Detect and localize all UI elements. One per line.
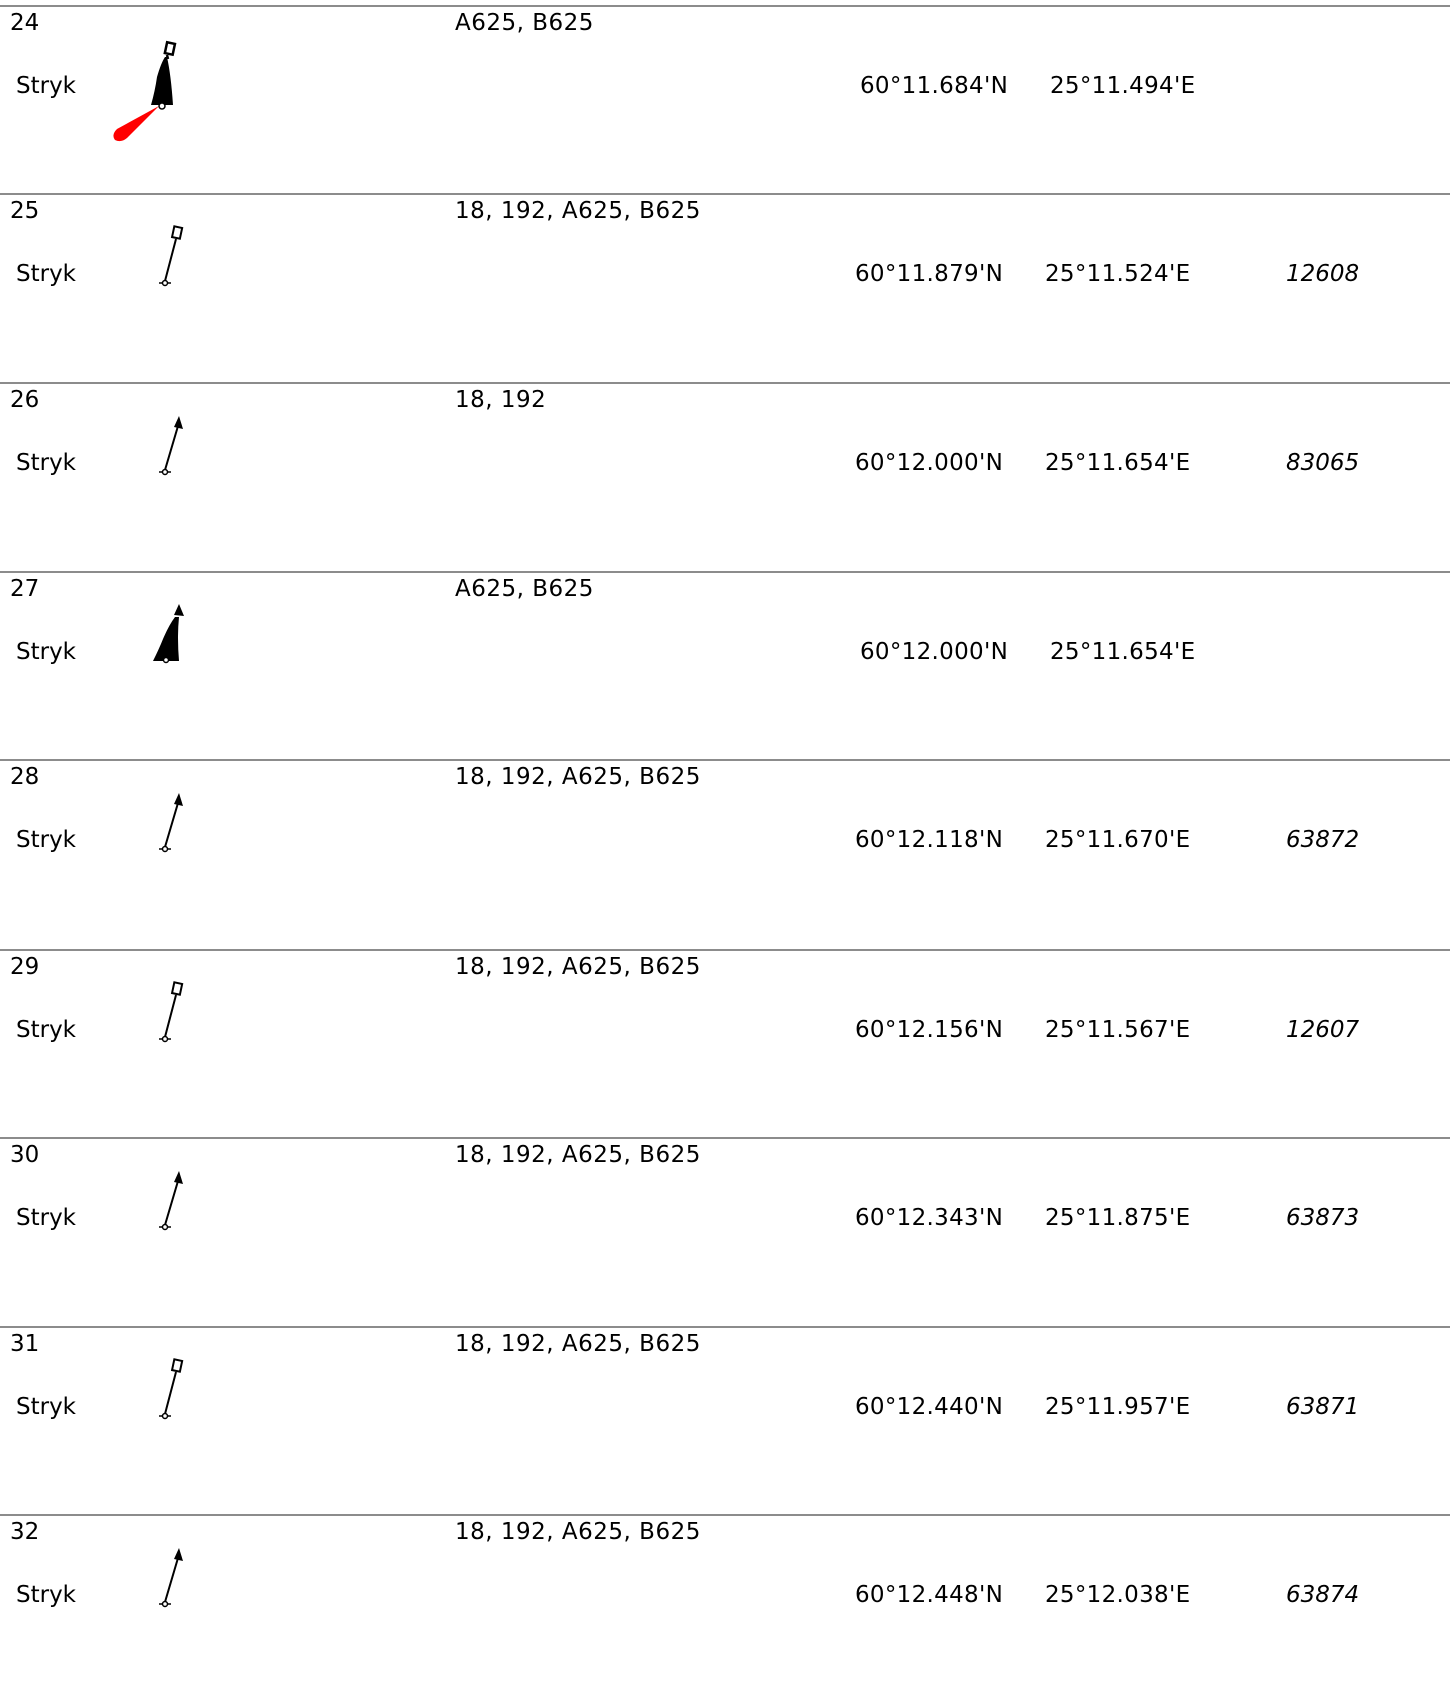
spar-arrow-icon xyxy=(95,412,205,522)
list-item xyxy=(0,1137,1450,1326)
entry-references: A625, B625 xyxy=(455,10,594,36)
entry-references: 18, 192 xyxy=(455,387,547,413)
entry-references: 18, 192, A625, B625 xyxy=(455,1331,701,1357)
entry-id: 12608 xyxy=(1286,261,1360,287)
entry-id: 63874 xyxy=(1286,1582,1360,1608)
entry-id: 63871 xyxy=(1286,1394,1360,1420)
entry-name: Stryk xyxy=(16,639,77,665)
entry-number: 24 xyxy=(10,10,40,36)
list-item xyxy=(0,1326,1450,1515)
list-item xyxy=(0,1514,1450,1703)
entry-latitude: 60°12.000'N xyxy=(860,639,1009,665)
list-item xyxy=(0,571,1450,760)
entry-longitude: 25°11.670'E xyxy=(1045,827,1191,853)
list-item xyxy=(0,949,1450,1138)
spar-arrow-icon xyxy=(95,789,205,899)
entry-name: Stryk xyxy=(16,450,77,476)
entry-longitude: 25°11.524'E xyxy=(1045,261,1191,287)
entry-number: 25 xyxy=(10,198,40,224)
entry-latitude: 60°12.440'N xyxy=(855,1394,1004,1420)
entry-latitude: 60°12.156'N xyxy=(855,1017,1004,1043)
entry-latitude: 60°12.448'N xyxy=(855,1582,1004,1608)
entry-latitude: 60°11.684'N xyxy=(860,73,1009,99)
entry-number: 30 xyxy=(10,1142,40,1168)
entry-references: 18, 192, A625, B625 xyxy=(455,1142,701,1168)
entry-latitude: 60°12.000'N xyxy=(855,450,1004,476)
entry-number: 29 xyxy=(10,954,40,980)
entry-name: Stryk xyxy=(16,73,77,99)
list-item xyxy=(0,382,1450,571)
buoy-arrow-filled-icon xyxy=(95,601,205,711)
list-item xyxy=(0,5,1450,194)
spar-topmark-icon xyxy=(95,979,205,1089)
entry-name: Stryk xyxy=(16,1205,77,1231)
entry-references: 18, 192, A625, B625 xyxy=(455,764,701,790)
entry-longitude: 25°11.875'E xyxy=(1045,1205,1191,1231)
entry-name: Stryk xyxy=(16,827,77,853)
entry-longitude: 25°11.654'E xyxy=(1050,639,1196,665)
entry-latitude: 60°11.879'N xyxy=(855,261,1004,287)
list-item xyxy=(0,759,1450,948)
entry-longitude: 25°11.567'E xyxy=(1045,1017,1191,1043)
entry-id: 83065 xyxy=(1286,450,1360,476)
list-item xyxy=(0,193,1450,382)
spar-topmark-icon xyxy=(95,223,205,333)
entry-references: 18, 192, A625, B625 xyxy=(455,1519,701,1545)
entry-name: Stryk xyxy=(16,1582,77,1608)
lit-buoy-topmark-red-light-icon xyxy=(95,35,205,145)
entry-number: 26 xyxy=(10,387,40,413)
entry-number: 28 xyxy=(10,764,40,790)
entry-longitude: 25°11.494'E xyxy=(1050,73,1196,99)
entry-references: 18, 192, A625, B625 xyxy=(455,198,701,224)
entry-longitude: 25°11.654'E xyxy=(1045,450,1191,476)
entry-latitude: 60°12.343'N xyxy=(855,1205,1004,1231)
entry-name: Stryk xyxy=(16,1394,77,1420)
entry-number: 32 xyxy=(10,1519,40,1545)
entry-id: 63873 xyxy=(1286,1205,1360,1231)
entry-number: 27 xyxy=(10,576,40,602)
entry-name: Stryk xyxy=(16,261,77,287)
entry-longitude: 25°11.957'E xyxy=(1045,1394,1191,1420)
entry-number: 31 xyxy=(10,1331,40,1357)
entry-latitude: 60°12.118'N xyxy=(855,827,1004,853)
entry-id: 12607 xyxy=(1286,1017,1360,1043)
entry-references: 18, 192, A625, B625 xyxy=(455,954,701,980)
entry-name: Stryk xyxy=(16,1017,77,1043)
entry-references: A625, B625 xyxy=(455,576,594,602)
spar-arrow-icon xyxy=(95,1167,205,1277)
entry-id: 63872 xyxy=(1286,827,1360,853)
spar-topmark-icon xyxy=(95,1356,205,1466)
entry-longitude: 25°12.038'E xyxy=(1045,1582,1191,1608)
spar-arrow-icon xyxy=(95,1544,205,1654)
